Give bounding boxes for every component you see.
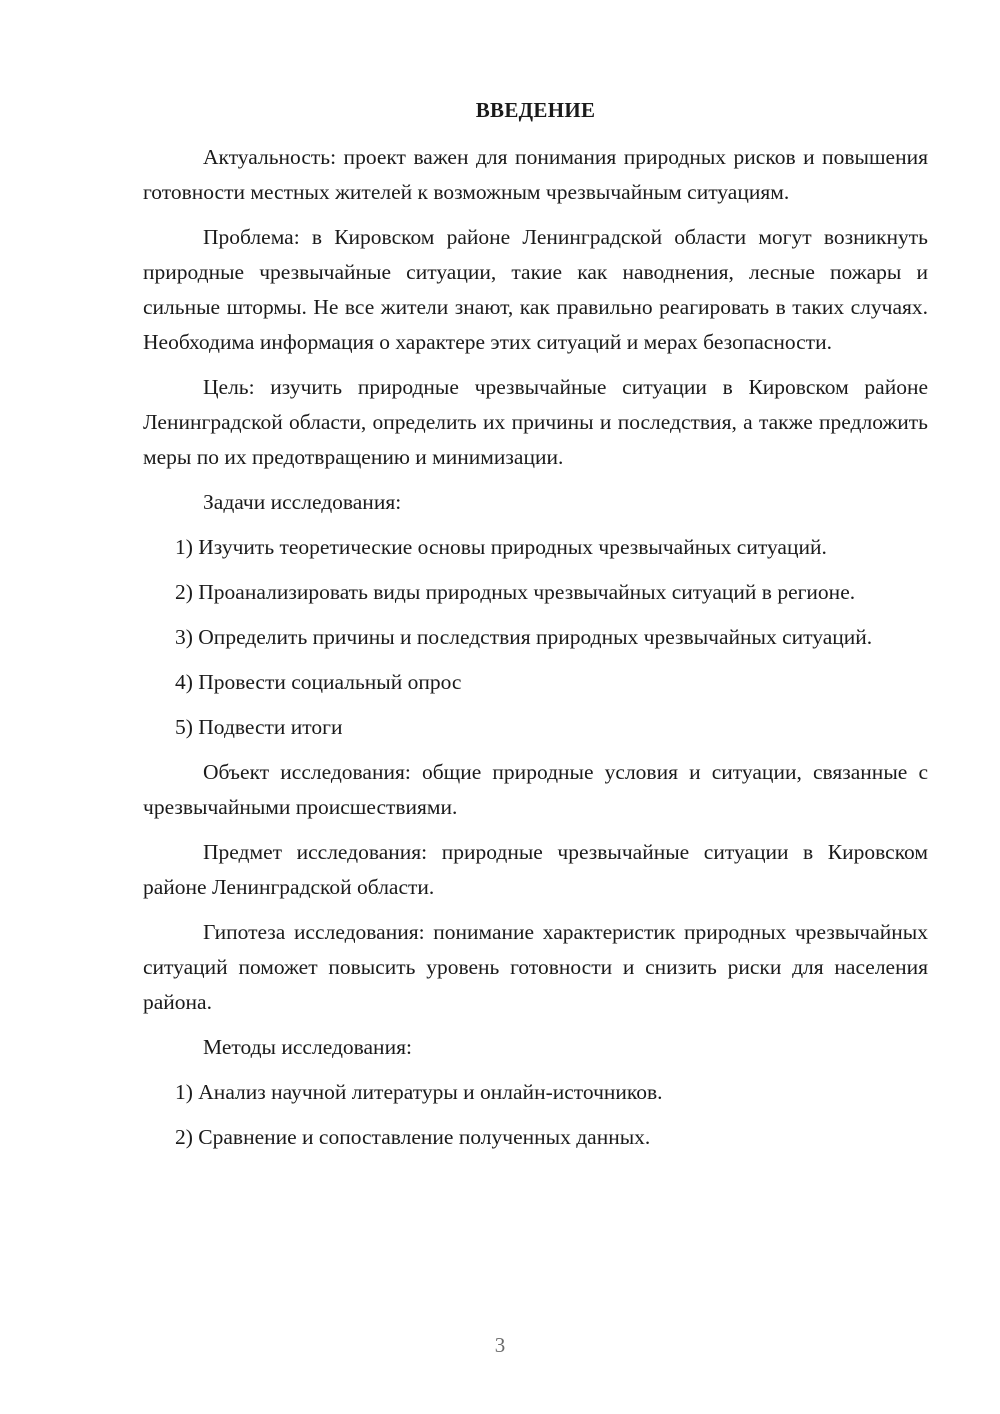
methods-heading: Методы исследования: — [203, 1035, 412, 1059]
page-number: 3 — [494, 1333, 506, 1357]
task-item-1: 1) Изучить теоретические основы природных чрезвычайных ситуаций. — [175, 535, 827, 559]
task-item-5: 5) Подвести итоги — [175, 715, 343, 739]
task-item-3: 3) Определить причины и последствия природных чрезвычайных ситуаций. — [175, 625, 873, 649]
paragraph-relevance: Актуальность: проект важен для понимания природных рисков и повышения готовности местных жителей к возможным чрезвычайным ситуациям. — [143, 145, 928, 204]
paragraph-object: Объект исследования: общие природные условия и ситуации, связанные с чрезвычайными происшествиями. — [143, 760, 928, 819]
document-page — [143, 96, 928, 1165]
paragraph-goal: Цель: изучить природные чрезвычайные ситуации в Кировском районе Ленинградской области, определить их причины и последствия, а также предложить меры по их предотвращению и минимизации. — [143, 375, 928, 469]
task-item-4: 4) Провести социальный опрос — [175, 670, 462, 694]
task-item-2: 2) Проанализировать виды природных чрезвычайных ситуаций в регионе. — [175, 580, 856, 604]
section-title: ВВЕДЕНИЕ — [475, 98, 596, 122]
paragraph-problem: Проблема: в Кировском районе Ленинградской области могут возникнуть природные чрезвычайные ситуации, такие как наводнения, лесные пожары и сильные штормы. Не все жители знают, как правильно реагировать в таких случаях. Необходима информация о характере этих ситуаций и мерах безопасности. — [143, 225, 928, 354]
paragraph-hypothesis: Гипотеза исследования: понимание характеристик природных чрезвычайных ситуаций поможет повысить уровень готовности и снизить риски для населения района. — [143, 920, 928, 1014]
method-item-1: 1) Анализ научной литературы и онлайн-источников. — [175, 1080, 663, 1104]
paragraph-subject: Предмет исследования: природные чрезвычайные ситуации в Кировском районе Ленинградской области. — [143, 840, 928, 899]
tasks-heading: Задачи исследования: — [203, 490, 402, 514]
method-item-2: 2) Сравнение и сопоставление полученных данных. — [175, 1125, 651, 1149]
